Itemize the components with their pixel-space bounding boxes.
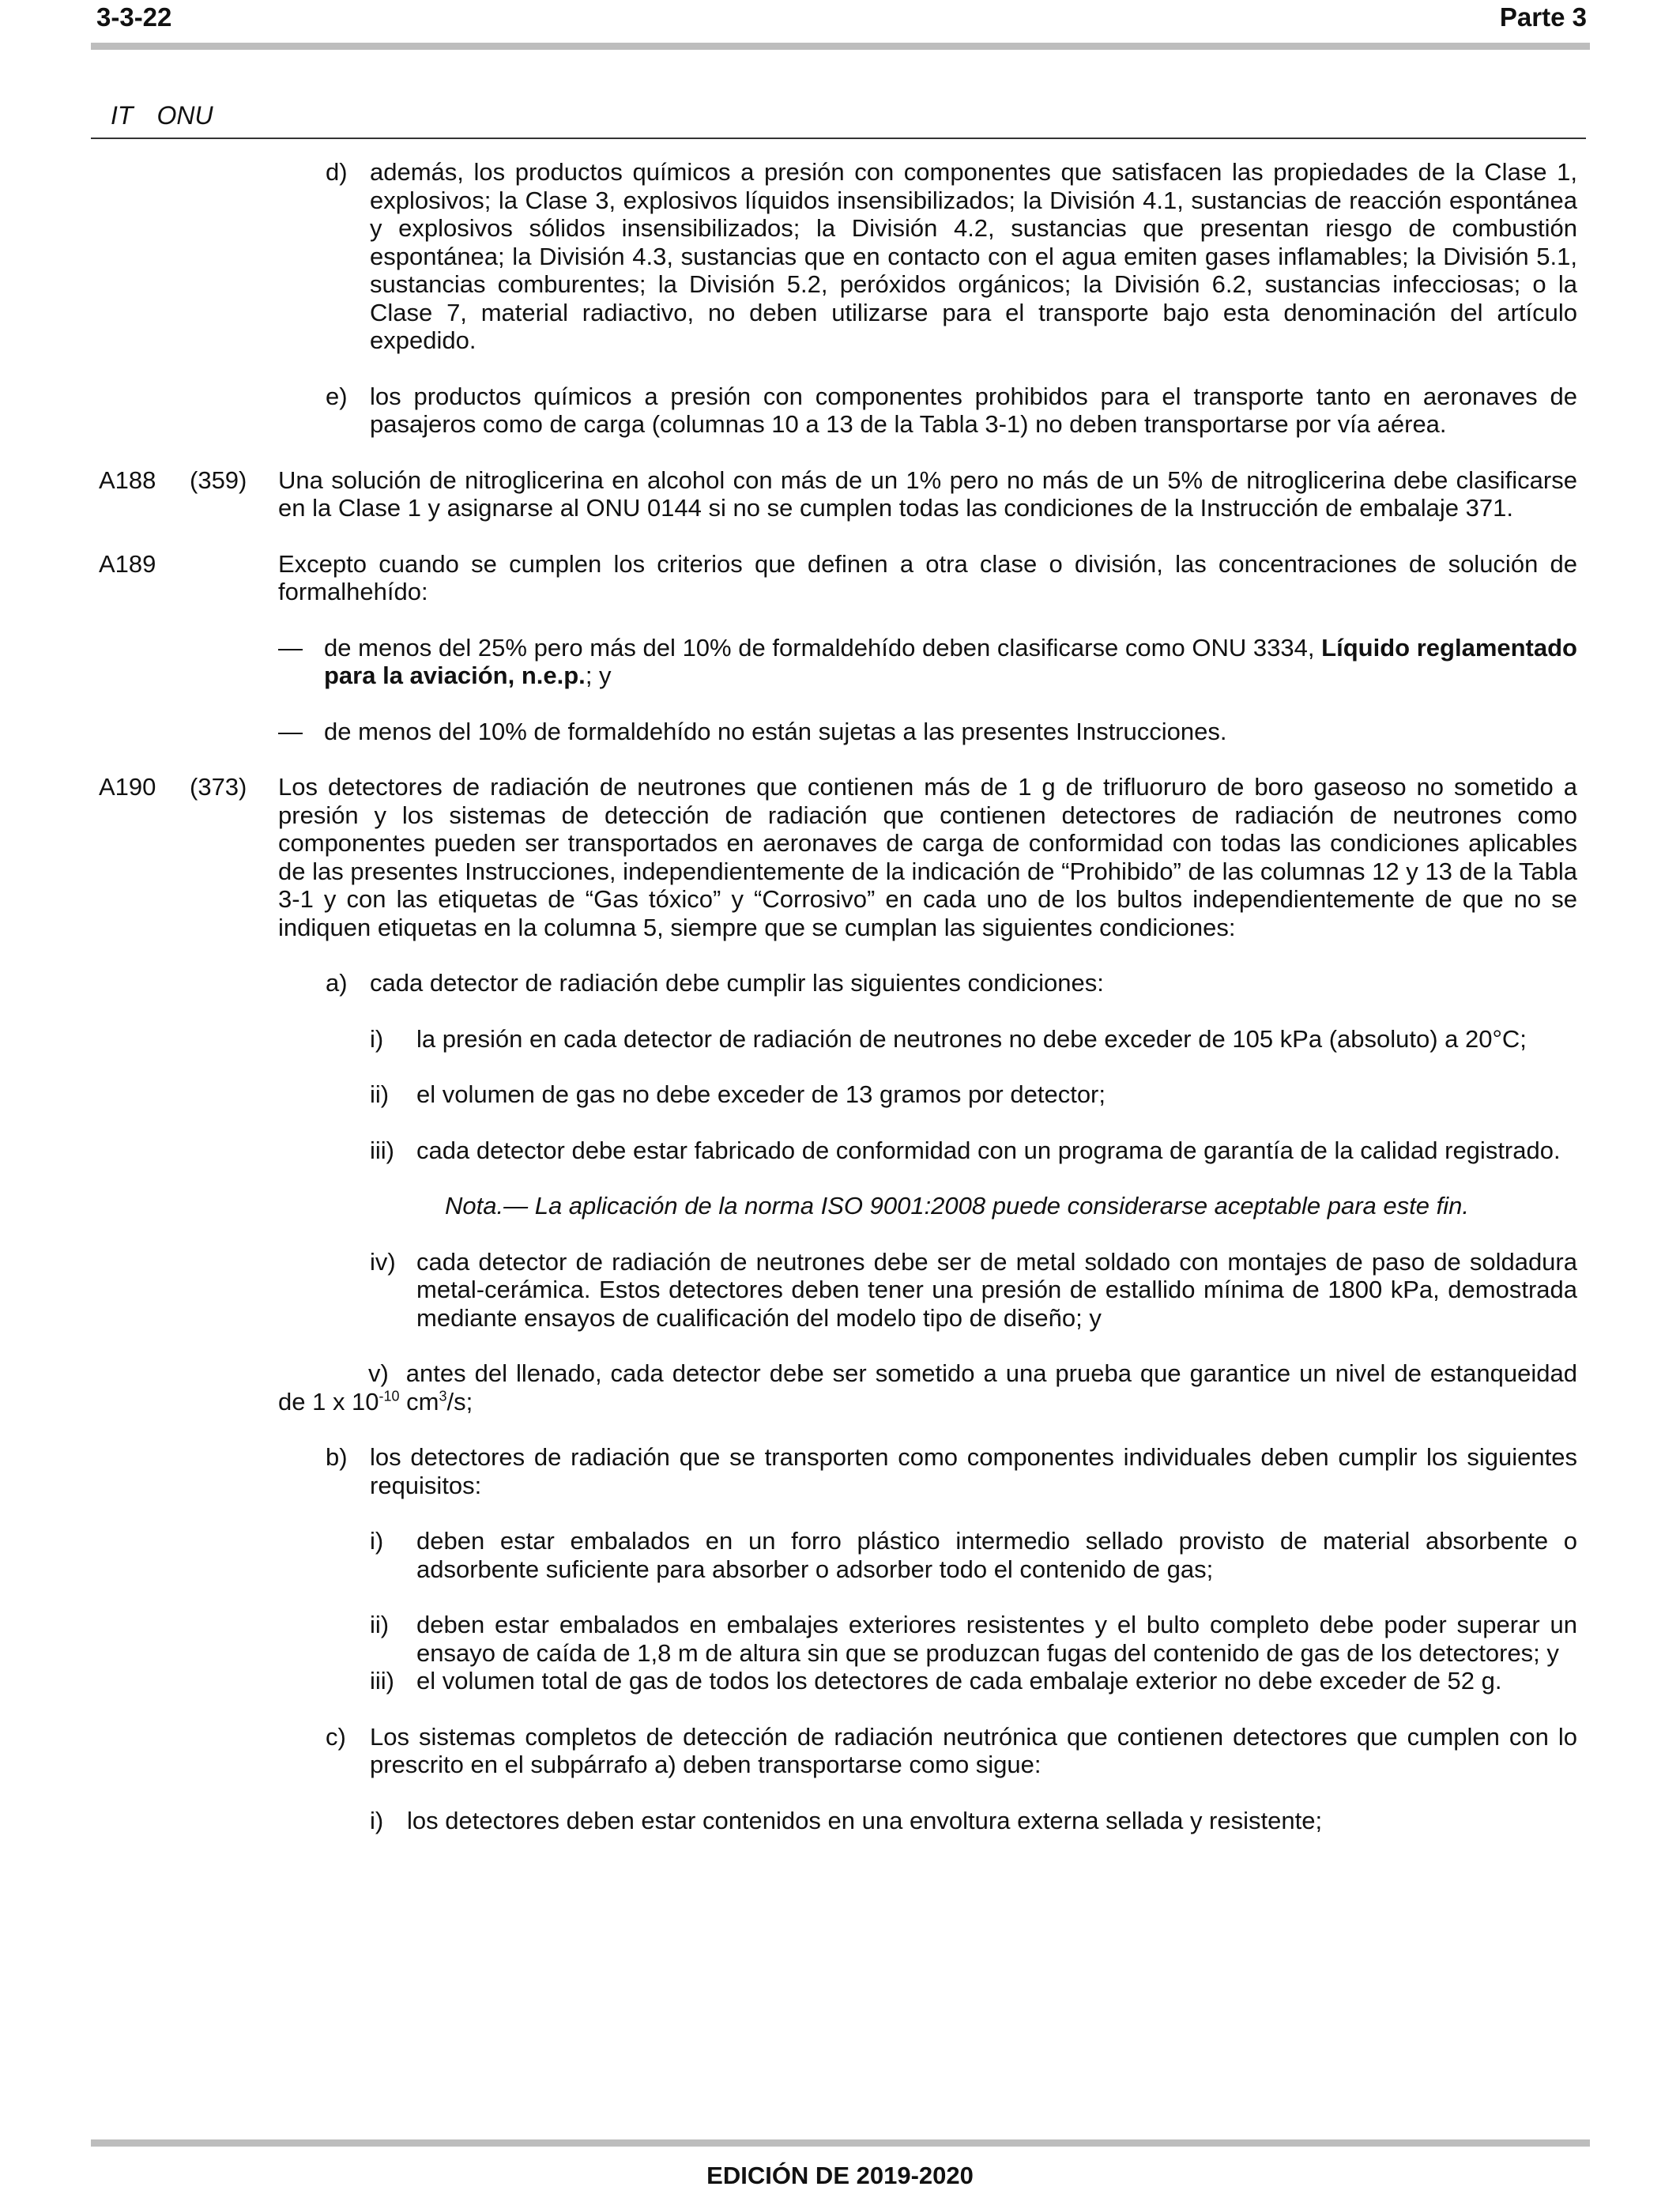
- item-a-iv: [370, 1247, 1577, 1333]
- item-e: [326, 382, 1577, 439]
- page-body: [0, 158, 1680, 1834]
- page-number: 3-3-22: [96, 2, 172, 32]
- column-onu: ONU: [156, 101, 213, 130]
- part-label: Parte 3: [1499, 2, 1587, 32]
- footer-rule: [91, 2139, 1590, 2147]
- provision-text: Una solución de nitroglicerina en alcohol con más de un 1% pero no más de un 5% de nitroglicerina debe clasificarse en la Clase 1 y asignarse al ONU 0144 si no se cumplen todas las condiciones de la Instrucción de embalaje 371.: [278, 466, 1577, 522]
- provision-code: A188: [99, 466, 156, 494]
- item-a-v: [278, 1359, 1577, 1416]
- item-label: ii): [370, 1611, 390, 1638]
- provision-code: A190: [99, 773, 156, 801]
- dash-text: de menos del 25% pero más del 10% de formaldehído deben clasificarse como ONU 3334, Líquido reglamentado para la aviación, n.e.p.; y: [324, 633, 1577, 689]
- item-text: además, los productos químicos a presión con componentes que satisfacen las propiedades de la Clase 1, explosivos; la Clase 3, explosivos líquidos insensibilizados; la División 4.1, sustancias de reacción espontánea y explosivos sólidos insensibilizados; la División 4.2, sustancias que presentan riesgo de combustión espontánea; la División 4.3, sustancias que en contacto con el agua emiten gases inflamables; la División 5.1, sustancias comburentes; la División 5.2, peróxidos orgánicos; la División 6.2, sustancias infecciosas; o la Clase 7, material radiactivo, no deben utilizarse para el transporte bajo esta denominación del artículo expedido.: [370, 158, 1577, 354]
- item-label: a): [326, 969, 348, 997]
- item-label: i): [370, 1806, 384, 1834]
- provision-number: (359): [190, 466, 247, 494]
- provision-code: A189: [99, 549, 156, 578]
- item-text: v) antes del llenado, cada detector debe ser sometido a una prueba que garantice un nivel de estanqueidad de 1 x $10^{-10}$ $cm^3/s$;: [278, 1359, 1577, 1416]
- bold-term: Líquido reglamentado para la aviación, n.e.p.: [324, 633, 1577, 689]
- item-label: v): [368, 1359, 389, 1387]
- item-b-iii: [370, 1667, 1577, 1695]
- item-text: cada detector debe estar fabricado de conformidad con un programa de garantía de la calidad registrado.: [416, 1136, 1561, 1164]
- header-rule: [91, 43, 1590, 50]
- edition-footer: EDICIÓN DE 2019-2020: [706, 2162, 974, 2189]
- dash-marker: —: [278, 633, 303, 662]
- dash-marker: —: [278, 717, 303, 745]
- item-a-ii: [370, 1080, 1577, 1109]
- provision-text: Los detectores de radiación de neutrones que contienen más de 1 g de trifluoruro de boro gaseoso no sometido a presión y los sistemas de detección de radiación que contienen detectores de radiación de neutrones como componentes pueden ser transportados en aeronaves de carga de conformidad con todas las condiciones aplicables de las presentes Instrucciones, independientemente de la indicación de “Prohibido” de las columnas 12 y 13 de la Tabla 3-1 y con las etiquetas de “Gas tóxico” y “Corrosivo” en cada uno de los bultos independientemente de que no se indiquen etiquetas en la columna 5, siempre que se cumplan las siguientes condiciones:: [278, 773, 1577, 941]
- item-label: b): [326, 1443, 348, 1471]
- item-text: los productos químicos a presión con componentes prohibidos para el transporte tanto en aeronaves de pasajeros como de carga (columnas 10 a 13 de la Tabla 3-1) no deben transportarse por vía aérea.: [370, 382, 1577, 438]
- dash-item-1: [278, 633, 1577, 690]
- item-d: [326, 158, 1577, 355]
- item-a-iii: [370, 1136, 1577, 1165]
- item-b: [326, 1443, 1577, 1499]
- item-label: iv): [370, 1247, 396, 1276]
- item-text: cada detector de radiación debe cumplir las siguientes condiciones:: [370, 969, 1104, 997]
- item-text: deben estar embalados en un forro plástico intermedio sellado provisto de material absorbente o adsorbente suficiente para absorber o adsorber todo el contenido de gas;: [416, 1527, 1577, 1583]
- item-text: cada detector de radiación de neutrones debe ser de metal soldado con montajes de paso de soldadura metal-cerámica. Estos detectores deben tener una presión de estallido mínima de 1800 kPa, demostrada mediante ensayos de cualificación del modelo tipo de diseño; y: [416, 1247, 1577, 1332]
- item-label: ii): [370, 1080, 390, 1108]
- item-text: la presión en cada detector de radiación de neutrones no debe exceder de 105 kPa (absoluto) a 20°C;: [416, 1024, 1527, 1053]
- item-a: [326, 969, 1577, 997]
- item-label: c): [326, 1722, 346, 1751]
- column-it: IT: [111, 101, 134, 130]
- item-text: el volumen total de gas de todos los detectores de cada embalaje exterior no debe exceder de 52 g.: [416, 1667, 1502, 1695]
- provision-a190: [0, 773, 1680, 941]
- item-c: [326, 1722, 1577, 1779]
- item-text: Los sistemas completos de detección de radiación neutrónica que contienen detectores que cumplen con lo prescrito en el subpárrafo a) deben transportarse como sigue:: [370, 1722, 1577, 1778]
- item-label: i): [370, 1527, 384, 1555]
- column-headings: [111, 101, 213, 130]
- item-text: el volumen de gas no debe exceder de 13 gramos por detector;: [416, 1080, 1106, 1108]
- column-rule: [91, 138, 1586, 139]
- item-label: d): [326, 158, 348, 186]
- item-label: iii): [370, 1136, 394, 1164]
- item-label: i): [370, 1024, 384, 1053]
- item-c-i: [370, 1806, 1577, 1835]
- provision-text: Excepto cuando se cumplen los criterios que definen a otra clase o división, las concentraciones de solución de formalhehído:: [278, 549, 1577, 605]
- dash-item-2: [278, 717, 1577, 746]
- item-label: e): [326, 382, 348, 410]
- dash-text: de menos del 10% de formaldehído no están sujetas a las presentes Instrucciones.: [324, 717, 1227, 745]
- provision-a189: [0, 550, 1680, 606]
- item-b-i: [370, 1527, 1577, 1583]
- provision-number: (373): [190, 773, 247, 801]
- note: Nota.— La aplicación de la norma ISO 9001:2008 puede considerarse aceptable para este fin.: [445, 1192, 1469, 1220]
- item-label: iii): [370, 1667, 394, 1695]
- item-a-i: [370, 1024, 1577, 1054]
- item-b-ii: [370, 1611, 1577, 1667]
- item-text: los detectores deben estar contenidos en una envoltura externa sellada y resistente;: [407, 1806, 1323, 1834]
- item-text: deben estar embalados en embalajes exteriores resistentes y el bulto completo debe poder superar un ensayo de caída de 1,8 m de altura sin que se produzcan fugas del contenido de gas de los detectores; y: [416, 1611, 1577, 1667]
- provision-a188: [0, 466, 1680, 522]
- item-text: los detectores de radiación que se transporten como componentes individuales deben cumplir los siguientes requisitos:: [370, 1443, 1577, 1499]
